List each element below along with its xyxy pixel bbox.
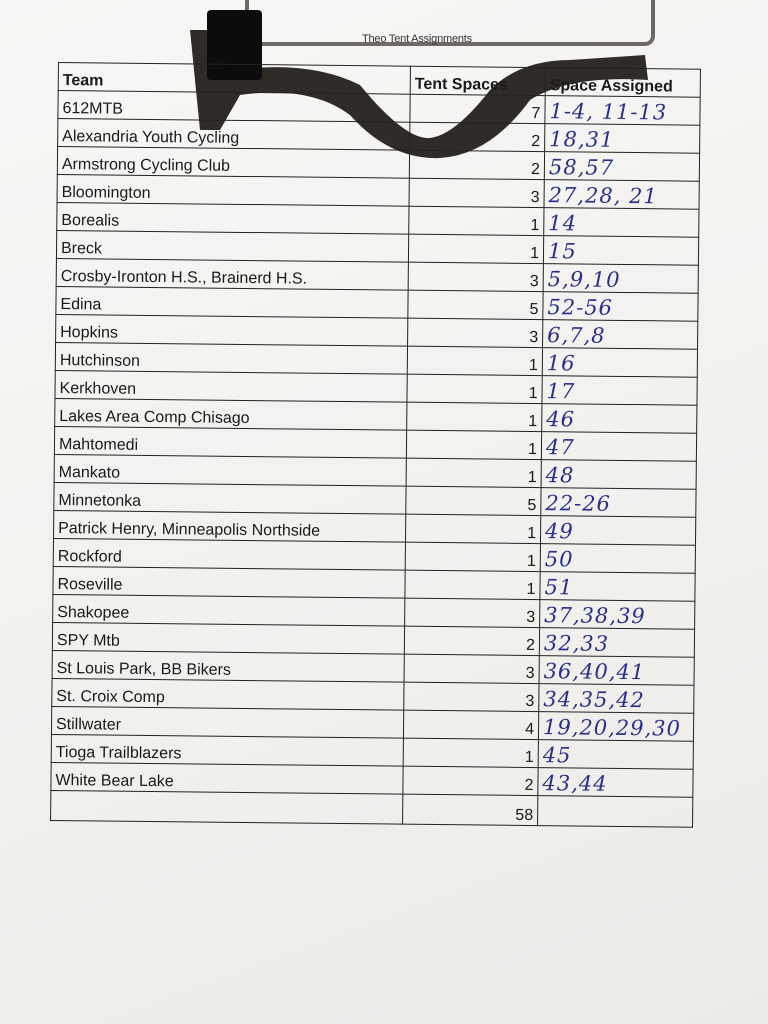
- tent-spaces-count: 1: [405, 542, 540, 571]
- team-name: SPY Mtb: [52, 622, 404, 654]
- team-name: Stillwater: [51, 706, 403, 738]
- tent-spaces-count: 3: [408, 318, 543, 347]
- team-name: Tioga Trailblazers: [51, 734, 403, 766]
- tent-spaces-count: 5: [406, 486, 541, 515]
- tent-spaces-count: 1: [407, 374, 542, 403]
- team-name: 612MTB: [58, 91, 410, 123]
- tent-spaces-count: 3: [409, 178, 544, 207]
- tent-spaces-count: 3: [404, 682, 539, 711]
- tent-spaces-count: 3: [408, 262, 543, 291]
- tent-spaces-count: 1: [406, 430, 541, 459]
- tent-spaces-count: 2: [409, 150, 544, 179]
- tent-spaces-count: 3: [405, 598, 540, 627]
- team-name: Hopkins: [56, 314, 408, 346]
- space-assigned-handwritten: 52-56: [543, 292, 698, 322]
- space-assigned-handwritten: 36,40,41: [539, 656, 694, 686]
- team-name: Mahtomedi: [54, 426, 406, 458]
- team-name: Shakopee: [53, 594, 405, 626]
- team-name: Lakes Area Comp Chisago: [55, 398, 407, 430]
- header-tent-spaces: Tent Spaces: [410, 66, 545, 95]
- space-assigned-handwritten: 1-4, 11-13: [545, 96, 700, 126]
- space-assigned-handwritten: 48: [541, 460, 696, 490]
- team-name: Patrick Henry, Minneapolis Northside: [54, 510, 406, 542]
- tent-spaces-count: 1: [407, 346, 542, 375]
- header-team: Team: [58, 63, 410, 95]
- space-assigned-handwritten: 17: [542, 376, 697, 406]
- space-assigned-handwritten: 58,57: [544, 152, 699, 182]
- team-name: Hutchinson: [55, 342, 407, 374]
- space-assigned-handwritten: 16: [542, 348, 697, 378]
- team-name: Alexandria Youth Cycling: [58, 119, 410, 151]
- team-name: Rockford: [53, 538, 405, 570]
- space-assigned-handwritten: 43,44: [538, 768, 693, 798]
- total-assigned-cell: [538, 796, 693, 828]
- space-assigned-handwritten: 46: [542, 404, 697, 434]
- team-name: White Bear Lake: [51, 762, 403, 794]
- team-name: Mankato: [54, 454, 406, 486]
- tent-spaces-count: 2: [403, 766, 538, 795]
- header-space-assigned: Space Assigned: [545, 68, 700, 98]
- team-name: Roseville: [53, 566, 405, 598]
- tent-spaces-count: 5: [408, 290, 543, 319]
- space-assigned-handwritten: 45: [538, 740, 693, 770]
- team-name: Bloomington: [57, 174, 409, 206]
- total-spaces: 58: [403, 794, 538, 825]
- space-assigned-handwritten: 6,7,8: [543, 320, 698, 350]
- tent-spaces-count: 1: [403, 738, 538, 767]
- space-assigned-handwritten: 5,9,10: [543, 264, 698, 294]
- space-assigned-handwritten: 34,35,42: [539, 684, 694, 714]
- space-assigned-handwritten: 32,33: [539, 628, 694, 658]
- space-assigned-handwritten: 47: [541, 432, 696, 462]
- team-name: Crosby-Ironton H.S., Brainerd H.S.: [56, 258, 408, 290]
- space-assigned-handwritten: 50: [540, 544, 695, 574]
- tent-spaces-count: 1: [406, 458, 541, 487]
- tent-spaces-count: 1: [407, 402, 542, 431]
- team-name: St. Croix Comp: [52, 678, 404, 710]
- space-assigned-handwritten: 49: [540, 516, 695, 546]
- team-name: Edina: [56, 286, 408, 318]
- team-name: St Louis Park, BB Bikers: [52, 650, 404, 682]
- tent-spaces-count: 7: [410, 94, 545, 123]
- space-assigned-handwritten: 19,20,29,30: [538, 712, 693, 742]
- space-assigned-handwritten: 18,31: [545, 124, 700, 154]
- document-title: Theo Tent Assignments: [362, 33, 472, 45]
- space-assigned-handwritten: 51: [540, 572, 695, 602]
- tent-spaces-count: 1: [405, 514, 540, 543]
- space-assigned-handwritten: 37,38,39: [540, 600, 695, 630]
- tent-spaces-count: 4: [403, 710, 538, 739]
- team-name: Minnetonka: [54, 482, 406, 514]
- team-name: Breck: [56, 230, 408, 262]
- table-body: [51, 91, 700, 798]
- team-name: Borealis: [57, 202, 409, 234]
- total-label-cell: [51, 790, 403, 824]
- team-name: Armstrong Cycling Club: [57, 147, 409, 179]
- space-assigned-handwritten: 27,28, 21: [544, 180, 699, 210]
- total-row: [51, 790, 693, 827]
- space-assigned-handwritten: 22-26: [541, 488, 696, 518]
- tent-spaces-count: 3: [404, 654, 539, 683]
- tent-assignment-table: [50, 62, 701, 828]
- space-assigned-handwritten: 15: [543, 236, 698, 266]
- team-name: Kerkhoven: [55, 370, 407, 402]
- tent-spaces-count: 2: [410, 122, 545, 151]
- tent-spaces-count: 2: [404, 626, 539, 655]
- tent-spaces-count: 1: [408, 234, 543, 263]
- tent-spaces-count: 1: [405, 570, 540, 599]
- space-assigned-handwritten: 14: [544, 208, 699, 238]
- tent-spaces-count: 1: [409, 206, 544, 235]
